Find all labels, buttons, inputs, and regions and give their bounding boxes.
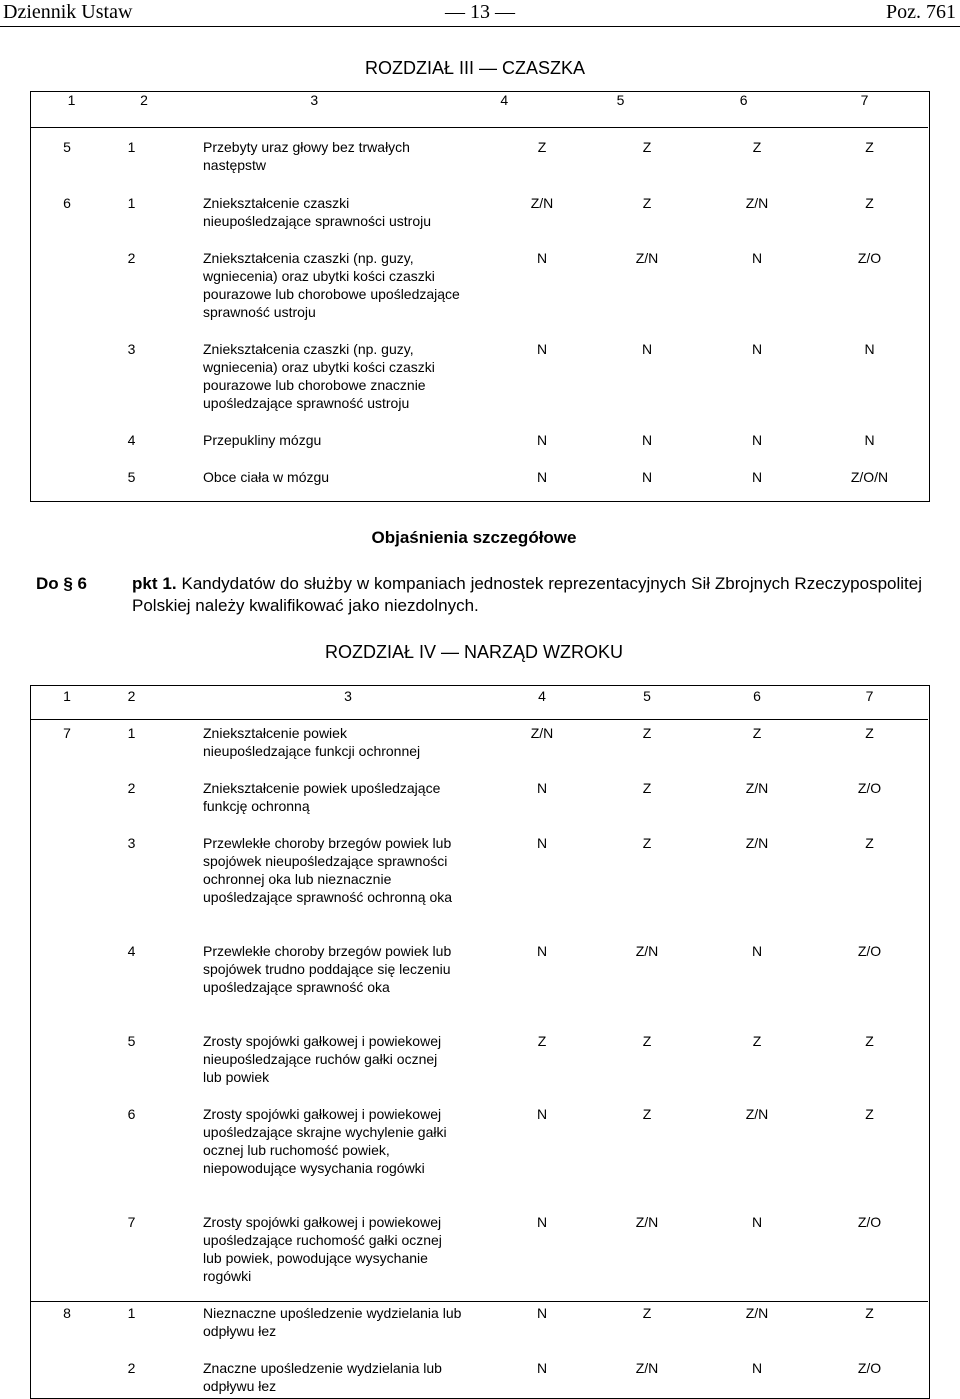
row-cell: 6: [127, 1106, 136, 1122]
row-cell: N: [641, 432, 653, 448]
row-cell: Z/N: [635, 1360, 659, 1376]
col-header: 5: [643, 688, 651, 704]
row-cell: N: [751, 1214, 763, 1230]
row-cell: Z: [642, 195, 652, 211]
row-cell: Z: [865, 195, 874, 211]
row-cell: Z/O: [857, 943, 882, 959]
point-label: pkt 1.: [132, 574, 177, 593]
row-description: Przewlekłe choroby brzegów powiek lub spojówek nieupośledzające sprawności ochronnej oka lub nieznacznie upośledzające sprawność ochronną oka: [203, 835, 453, 905]
group-divider: [30, 1301, 928, 1302]
row-cell: 6: [63, 195, 71, 211]
row-cell: N: [864, 432, 875, 448]
row-cell: Z: [865, 725, 874, 741]
row-cell: Z: [752, 139, 762, 155]
row-cell: N: [536, 469, 548, 485]
section3-title: ROZDZIAŁ III — CZASZKA: [364, 58, 586, 78]
header-underline: [30, 719, 928, 720]
row-cell: N: [864, 341, 875, 357]
row-cell: 1: [127, 1305, 136, 1321]
col-header: 2: [127, 688, 136, 704]
row-cell: Z: [865, 139, 874, 155]
row-cell: Z/N: [635, 1214, 659, 1230]
row-cell: 1: [127, 139, 136, 155]
explanations-title: Objaśnienia szczegółowe: [371, 528, 577, 547]
col-header: 4: [538, 688, 546, 704]
row-cell: N: [751, 943, 763, 959]
row-cell: N: [536, 341, 548, 357]
row-cell: Z: [537, 139, 547, 155]
row-description: Zniekształcenie czaszki nieupośledzające sprawności ustroju: [203, 195, 432, 229]
row-cell: Z/O: [857, 1214, 882, 1230]
row-cell: N: [536, 1214, 548, 1230]
row-cell: 4: [127, 943, 136, 959]
row-cell: Z: [865, 1033, 874, 1049]
journal-name: Dziennik Ustaw: [3, 1, 133, 23]
row-description: Przebyty uraz głowy bez trwałych następstw: [203, 139, 410, 173]
explanation-point: [132, 573, 922, 617]
row-cell: 7: [63, 725, 71, 741]
row-cell: N: [536, 835, 548, 851]
row-cell: Z: [642, 1033, 652, 1049]
row-cell: Z: [865, 835, 874, 851]
row-cell: Z: [642, 1106, 652, 1122]
row-description: Zrosty spojówki gałkowej i powiekowej nieupośledzające ruchów gałki ocznej lub powiek: [203, 1033, 442, 1085]
row-cell: 5: [127, 1033, 136, 1049]
row-cell: Z: [752, 1033, 762, 1049]
row-cell: N: [751, 469, 763, 485]
row-cell: Z/N: [635, 943, 659, 959]
row-cell: 1: [127, 195, 136, 211]
position-number: Poz. 761: [886, 1, 956, 23]
col-header: 3: [344, 688, 352, 704]
row-cell: 1: [127, 725, 136, 741]
row-cell: N: [751, 1360, 763, 1376]
row-description: Przepukliny mózgu: [203, 432, 322, 448]
row-cell: Z/O: [857, 1360, 882, 1376]
row-cell: 2: [127, 250, 136, 266]
row-description: Zrosty spojówki gałkowej i powiekowej upośledzające skrajne wychylenie gałki ocznej lub ruchomość powiek, niepowodujące wysychania rogówki: [203, 1106, 447, 1176]
row-cell: 7: [127, 1214, 136, 1230]
row-cell: N: [536, 250, 548, 266]
row-cell: Z/N: [745, 835, 769, 851]
row-cell: N: [751, 250, 763, 266]
row-cell: Z: [865, 1305, 874, 1321]
row-cell: N: [641, 341, 653, 357]
row-cell: Z/N: [635, 250, 659, 266]
row-cell: Z/N: [745, 195, 769, 211]
row-cell: Z/O: [857, 780, 882, 796]
row-cell: Z: [642, 725, 652, 741]
row-cell: 3: [127, 341, 136, 357]
col-header: 7: [860, 92, 869, 108]
row-cell: N: [536, 432, 548, 448]
point-text: Kandydatów do służby w kompaniach jednostek reprezentacyjnych Sił Zbrojnych Rzeczypospolitej Polskiej należy kwalifikować jako niezdolnych.: [132, 574, 922, 615]
row-cell: 3: [127, 835, 136, 851]
row-cell: Z: [642, 1305, 652, 1321]
row-cell: N: [536, 943, 548, 959]
row-cell: Z: [752, 725, 762, 741]
header-underline: [30, 127, 928, 128]
row-description: Znaczne upośledzenie wydzielania lub odpływu łez: [203, 1360, 442, 1394]
row-description: Zniekształcenia czaszki (np. guzy, wgniecenia) oraz ubytki kości czaszki pourazowe lub chorobowe znacznie upośledzające sprawność ustroju: [203, 341, 435, 411]
row-description: Zniekształcenia czaszki (np. guzy, wgniecenia) oraz ubytki kości czaszki pourazowe lub chorobowe upośledzające sprawność ustroju: [203, 250, 460, 320]
paragraph-reference: Do § 6: [36, 574, 88, 593]
row-description: Zniekształcenie powiek upośledzające funkcję ochronną: [203, 780, 441, 814]
row-cell: N: [536, 1305, 548, 1321]
col-header: 2: [140, 92, 148, 108]
row-cell: 5: [63, 139, 71, 155]
row-cell: Z: [642, 835, 652, 851]
row-cell: Z/N: [745, 1305, 769, 1321]
row-cell: Z/N: [745, 780, 769, 796]
row-cell: N: [536, 1106, 548, 1122]
col-header: 5: [616, 92, 625, 108]
row-cell: N: [536, 1360, 548, 1376]
row-cell: N: [641, 469, 653, 485]
row-cell: 2: [127, 780, 136, 796]
row-cell: N: [751, 432, 763, 448]
row-cell: Z: [537, 1033, 547, 1049]
col-header: 3: [310, 92, 319, 108]
col-header: 6: [739, 92, 748, 108]
row-cell: 8: [63, 1305, 71, 1321]
row-cell: Z/N: [530, 725, 554, 741]
col-header: 1: [63, 688, 71, 704]
row-description: Przewlekłe choroby brzegów powiek lub spojówek trudno poddające się leczeniu upośledzające sprawność oka: [203, 943, 452, 995]
row-cell: 2: [127, 1360, 136, 1376]
row-description: Obce ciała w mózgu: [203, 469, 330, 485]
col-header: 6: [753, 688, 761, 704]
row-cell: Z/O/N: [850, 469, 889, 485]
row-cell: Z: [642, 780, 652, 796]
page-header: [0, 0, 960, 24]
row-cell: N: [751, 341, 763, 357]
row-description: Nieznaczne upośledzenie wydzielania lub odpływu łez: [203, 1305, 462, 1339]
row-description: Zrosty spojówki gałkowej i powiekowej upośledzające ruchomość gałki ocznej lub powiek, powodujące wysychanie rogówki: [203, 1214, 442, 1284]
row-description: Zniekształcenie powiek nieupośledzające funkcji ochronnej: [203, 725, 421, 759]
col-header: 4: [500, 92, 509, 108]
table-header-row: [30, 91, 928, 126]
row-cell: Z: [642, 139, 652, 155]
col-header: 7: [865, 688, 874, 704]
section3-table: [30, 91, 928, 126]
row-cell: Z/N: [745, 1106, 769, 1122]
row-cell: Z: [865, 1106, 874, 1122]
header-divider: [0, 26, 960, 27]
row-cell: 4: [127, 432, 136, 448]
row-cell: Z/O: [857, 250, 882, 266]
row-cell: Z/N: [530, 195, 554, 211]
row-cell: 5: [127, 469, 136, 485]
row-cell: N: [536, 780, 548, 796]
page-number: — 13 —: [445, 1, 515, 23]
section4-title: ROZDZIAŁ IV — NARZĄD WZROKU: [324, 642, 623, 662]
col-header: 1: [67, 92, 76, 108]
